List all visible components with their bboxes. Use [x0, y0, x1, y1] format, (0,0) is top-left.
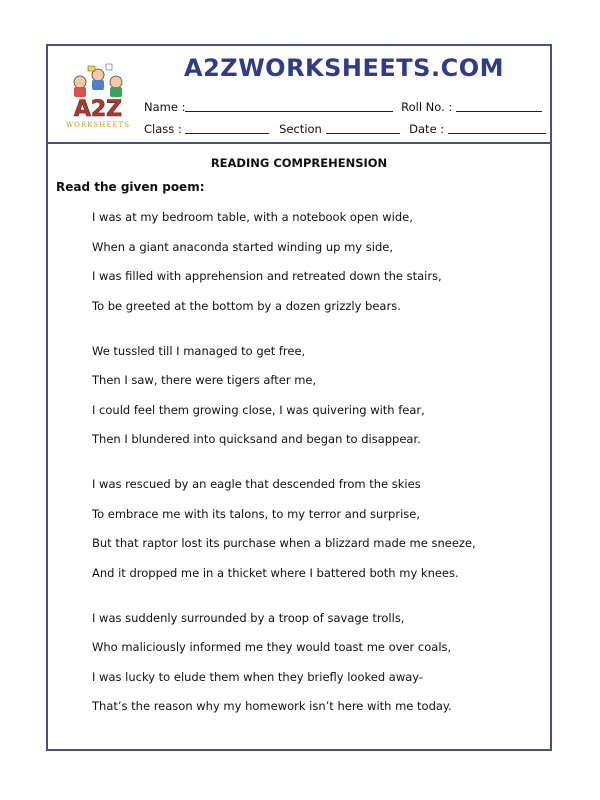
worksheet-header [48, 46, 550, 144]
name-label: Name : [144, 100, 186, 114]
poem [92, 210, 552, 744]
svg-text:WORKSHEETS: WORKSHEETS [65, 121, 131, 129]
date-blank[interactable] [448, 122, 546, 134]
roll-blank[interactable] [456, 100, 542, 112]
poem-line: To be greeted at the bottom by a dozen grizzly bears. [92, 298, 401, 313]
poem-line: We tussled till I managed to get free, [92, 343, 306, 358]
stanza-2 [92, 344, 552, 447]
poem-line: To embrace me with its talons, to my terror and surprise, [92, 506, 420, 521]
poem-line: Then I saw, there were tigers after me, [92, 373, 317, 387]
poem-line: I was suddenly surrounded by a troop of savage trolls, [92, 610, 405, 625]
poem-line: When a giant anaconda started winding up my side, [92, 239, 393, 254]
poem-line: I was at my bedroom table, with a notebook open wide, [92, 210, 413, 224]
name-roll-row [144, 100, 542, 114]
poem-line: I was rescued by an eagle that descended from the skies [92, 477, 421, 491]
roll-label: Roll No. : [401, 100, 453, 114]
section-blank[interactable] [326, 122, 400, 134]
name-blank[interactable] [185, 100, 393, 112]
poem-line: Then I blundered into quicksand and began to disappear. [92, 432, 421, 446]
worksheet-frame [46, 44, 552, 751]
date-label: Date : [409, 122, 445, 136]
instruction: Read the given poem: [56, 180, 205, 194]
poem-line: I was lucky to elude them when they briefly looked away- [92, 669, 424, 684]
site-title: A2ZWORKSHEETS.COM [184, 54, 504, 82]
class-blank[interactable] [185, 122, 269, 134]
logo-lettering: A2Z [73, 97, 123, 122]
stanza-3 [92, 477, 552, 580]
poem-line: I could feel them growing close, I was quivering with fear, [92, 402, 425, 417]
stanza-1 [92, 210, 552, 313]
class-label: Class : [144, 122, 182, 136]
poem-line: I was filled with apprehension and retreated down the stairs, [92, 269, 442, 283]
poem-line: But that raptor lost its purchase when a blizzard made me sneeze, [92, 536, 476, 550]
stanza-4 [92, 611, 552, 714]
poem-line: And it dropped me in a thicket where I battered both my knees. [92, 565, 459, 580]
poem-line: Who maliciously informed me they would toast me over coals, [92, 640, 452, 654]
a2z-logo [58, 60, 138, 130]
poem-line: That’s the reason why my homework isn’t here with me today. [92, 699, 452, 713]
worksheet-title: READING COMPREHENSION [210, 156, 388, 170]
class-section-date-row [144, 122, 546, 136]
section-label: Section [279, 122, 322, 136]
